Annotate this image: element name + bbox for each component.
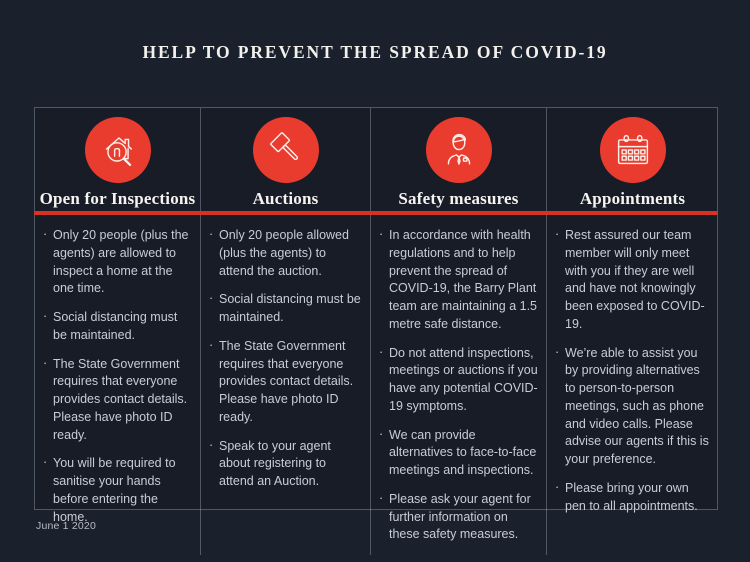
info-column	[547, 108, 718, 555]
bullet-marker: ·	[209, 291, 214, 306]
page-title: HELP TO PREVENT THE SPREAD OF COVID-19	[142, 42, 608, 62]
bullet-item	[555, 227, 711, 334]
bullet-marker: ·	[379, 490, 384, 505]
calendar-icon	[600, 117, 666, 183]
bullet-text: Please ask your agent for further information on these safety measures.	[389, 491, 531, 542]
bullet-text: Social distancing must be maintained.	[53, 310, 178, 342]
bullet-marker: ·	[209, 437, 214, 452]
bullet-text: Only 20 people (plus the agents) are allowed to inspect a home at the one time.	[53, 228, 189, 296]
bullet-item	[43, 309, 193, 345]
bullet-item	[379, 227, 539, 334]
bullet-text: Rest assured our team member will only meet with you if they are well and have not knowingly been exposed to COVID-19.	[565, 228, 705, 331]
bullet-item	[379, 345, 539, 416]
info-column	[201, 108, 371, 555]
column-heading: Auctions	[252, 189, 319, 208]
column-header	[201, 108, 370, 211]
column-heading: Appointments	[579, 189, 686, 208]
column-heading: Safety measures	[398, 189, 519, 208]
bullet-item	[209, 227, 363, 280]
bullet-item	[379, 491, 539, 544]
bullet-text: Social distancing must be maintained.	[219, 292, 361, 324]
bullet-item	[555, 345, 711, 469]
bullet-marker: ·	[555, 344, 560, 359]
bullet-marker: ·	[379, 227, 384, 241]
bullet-text: You will be required to sanitise your hands before entering the home.	[53, 456, 176, 524]
footer-date: June 1 2020	[36, 520, 97, 532]
bullet-list	[201, 211, 370, 502]
header-divider-line	[34, 211, 718, 215]
column-heading: Open for Inspections	[39, 189, 196, 208]
bullet-item	[43, 455, 193, 526]
bullet-item	[209, 338, 363, 427]
column-header	[35, 108, 200, 211]
bullet-text: Only 20 people allowed (plus the agents) to attend the auction.	[219, 228, 349, 278]
agent-icon	[426, 117, 492, 183]
bullet-marker: ·	[43, 227, 48, 241]
column-header	[371, 108, 546, 211]
bullet-marker: ·	[43, 355, 48, 370]
bullet-marker: ·	[43, 455, 48, 470]
bullet-item	[379, 427, 539, 480]
info-column	[371, 108, 547, 555]
bullet-marker: ·	[555, 227, 560, 241]
bullet-marker: ·	[43, 309, 48, 323]
bullet-item	[209, 438, 363, 491]
bullet-text: Do not attend inspections, meetings or auctions if you have any potential COVID-19 symptoms.	[389, 345, 538, 413]
bullet-item	[43, 227, 193, 298]
bullet-marker: ·	[379, 344, 384, 359]
house-search-icon	[85, 117, 151, 183]
gavel-icon	[253, 117, 319, 183]
bullet-text: We’re able to assist you by providing alternatives to person-to-person meetings, such as phone and video calls. Please advise our agents if this is your preference.	[565, 345, 709, 466]
bullet-text: The State Government requires that everyone provides contact details. Please have photo ID ready.	[219, 338, 354, 424]
bullet-text: Speak to your agent about registering to attend an Auction.	[219, 438, 331, 488]
bullet-list	[35, 211, 200, 537]
bullet-marker: ·	[555, 479, 560, 494]
bullet-item	[43, 356, 193, 445]
bullet-text: Please bring your own pen to all appointments.	[565, 480, 698, 513]
bullet-item	[555, 480, 711, 516]
bullet-marker: ·	[209, 227, 214, 241]
bullet-text: In accordance with health regulations and to help prevent the spread of COVID-19, the Barry Plant team are maintaining a 1.5 metre safe distance.	[389, 228, 538, 331]
bullet-text: The State Government requires that everyone provides contact details. Please have photo ID ready.	[53, 356, 188, 442]
bullet-item	[209, 291, 363, 327]
bullet-marker: ·	[379, 426, 384, 441]
bullet-list	[371, 211, 546, 555]
bullet-text: We can provide alternatives to face-to-face meetings and inspections.	[389, 427, 537, 477]
info-column	[35, 108, 201, 555]
bullet-marker: ·	[209, 337, 214, 352]
column-header	[547, 108, 718, 211]
bullet-list	[547, 211, 718, 526]
